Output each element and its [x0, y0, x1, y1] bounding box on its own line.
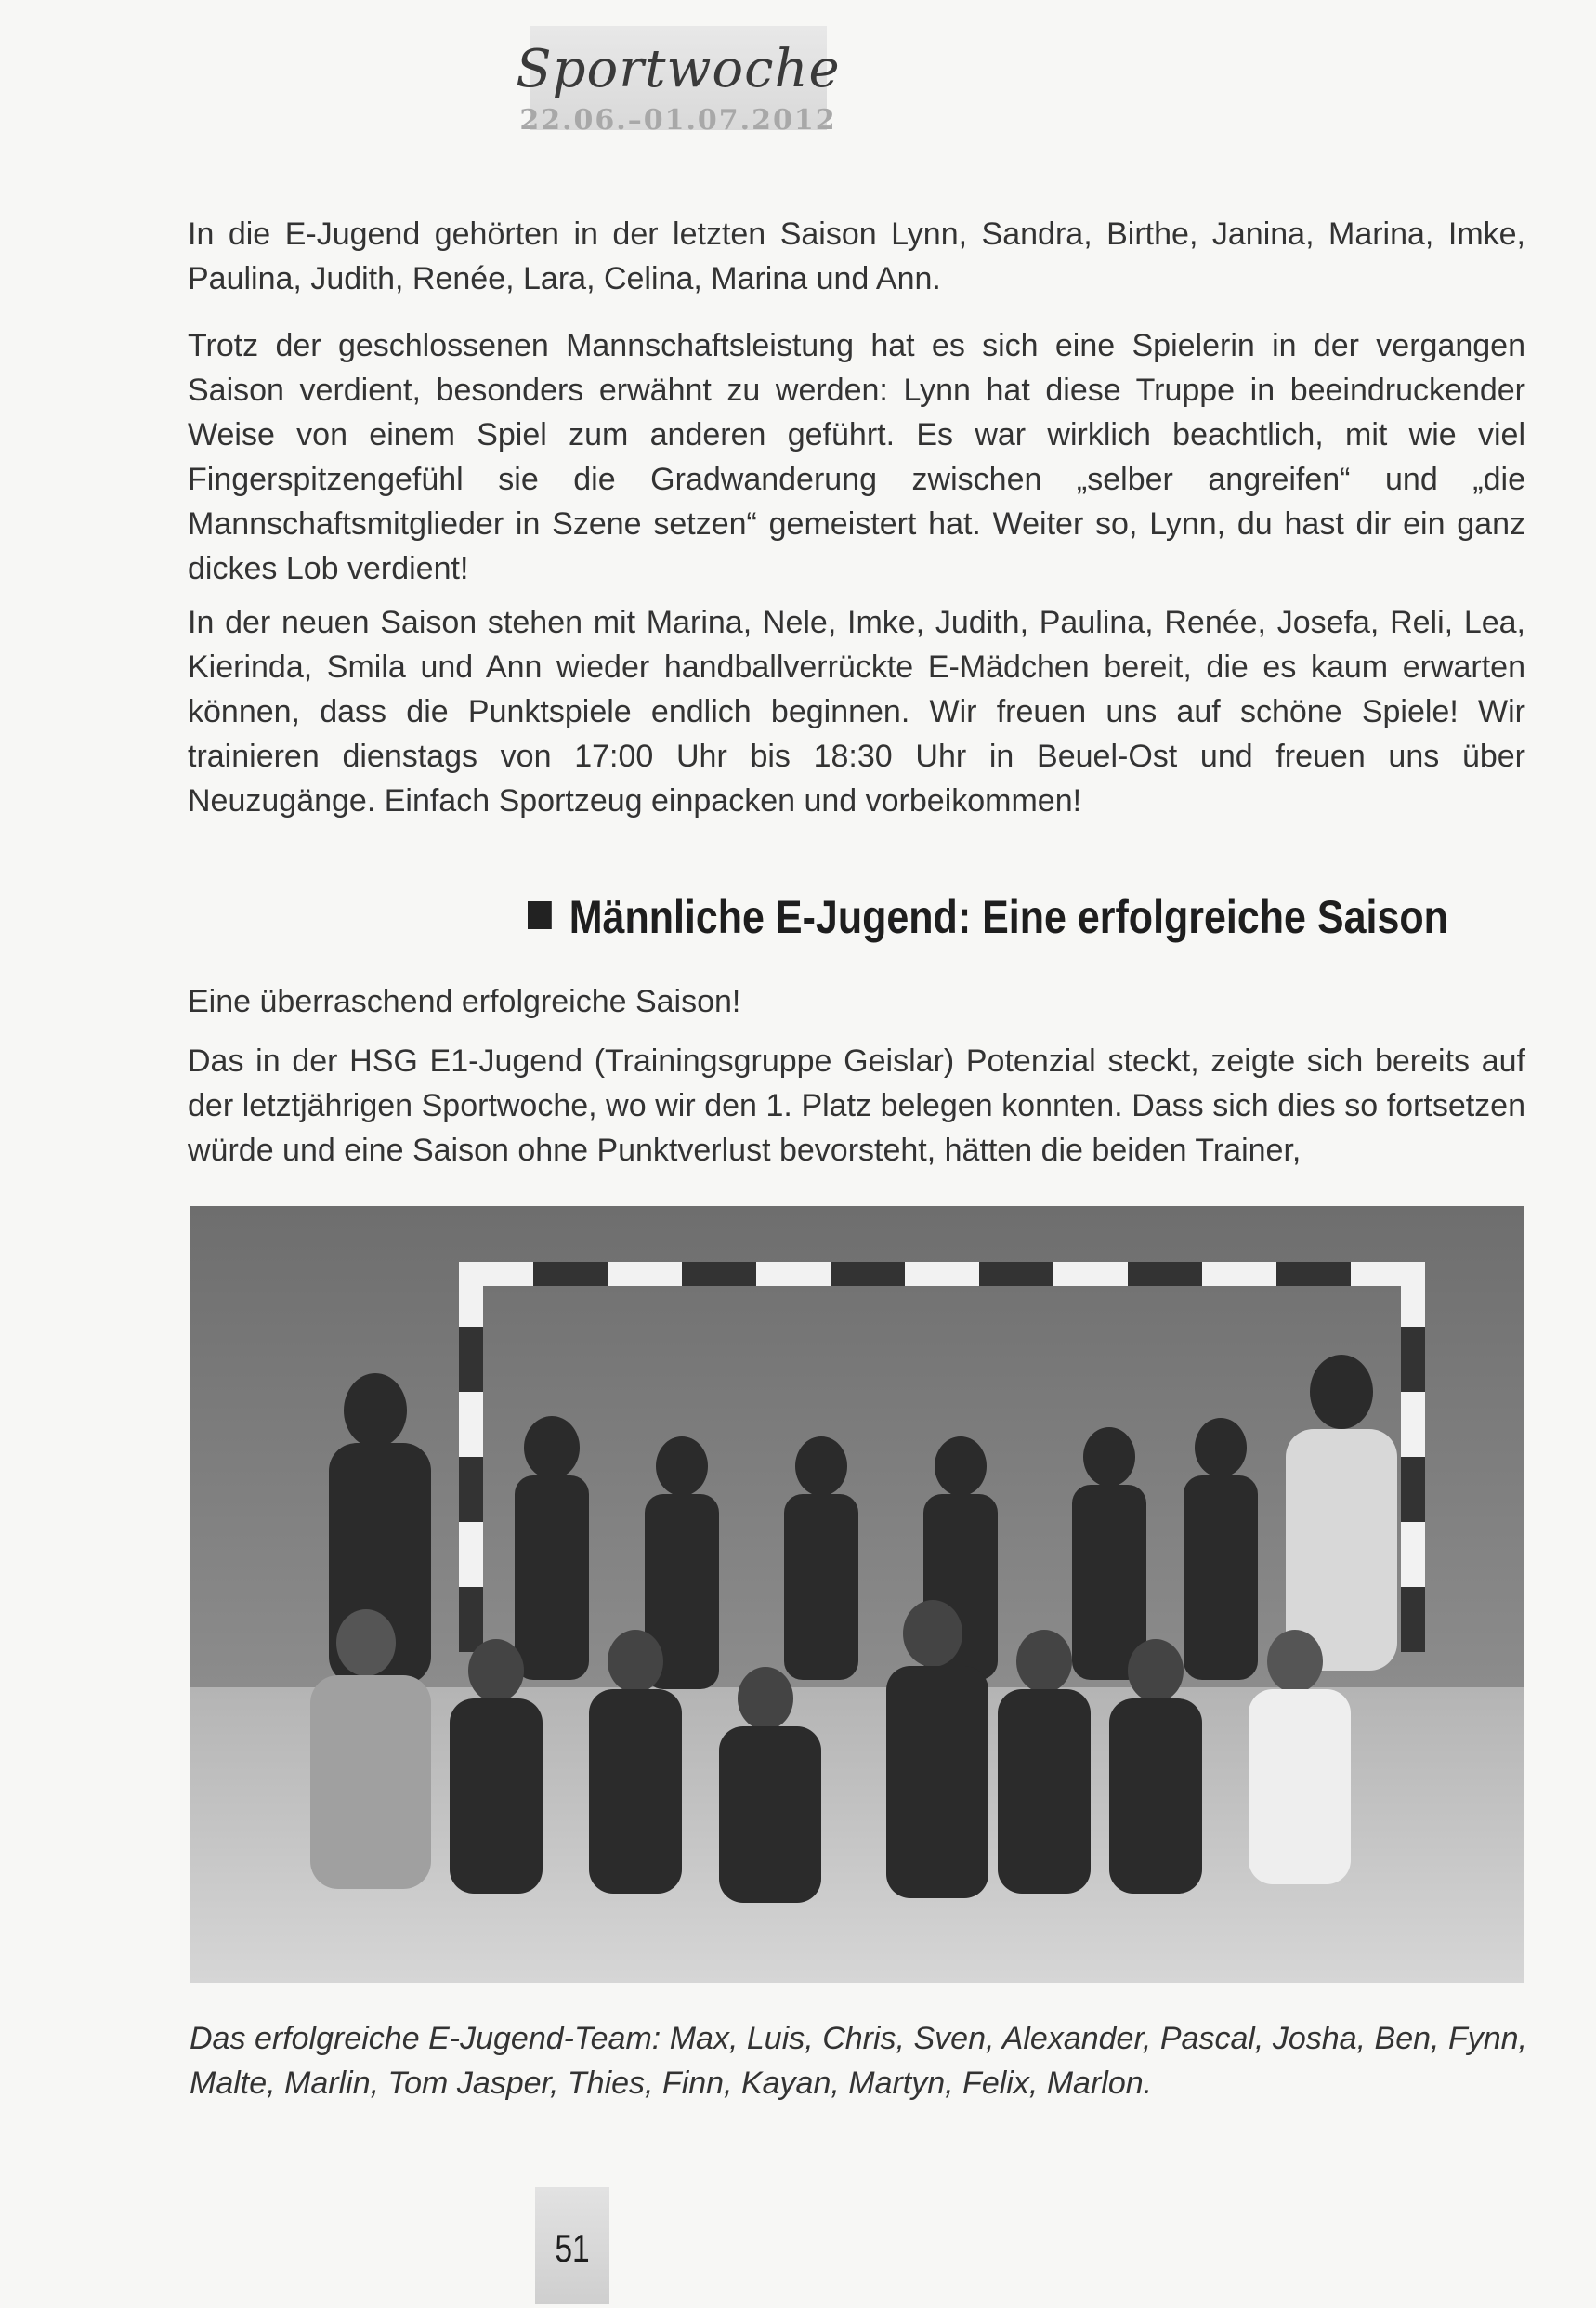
- photo-team-silhouettes: [245, 1355, 1472, 1931]
- header-title: Sportwoche: [516, 39, 841, 99]
- paragraph-girls-last-season: In die E-Jugend gehörten in der letzten Saison Lynn, Sandra, Birthe, Janina, Marina, Imke, Paulina, Judith, Renée, Lara, Celina, Marina und Ann.: [188, 216, 1525, 296]
- page-header: [492, 26, 864, 138]
- paragraph-potential: Das in der HSG E1-Jugend (Trainingsgruppe Geislar) Potenzial steckt, zeigte sich bereits auf der letztjährigen Sportwoche, wo wir den 1. Platz belegen konnten. Dass sich dies so fortsetzen würde und eine Saison ohne Punktverlust bevorsteht, hätten die beiden Trainer,: [188, 1043, 1525, 1168]
- heading-text: Männliche E-Jugend: Eine erfolgreiche Saison: [569, 891, 1448, 943]
- photo-caption: Das erfolgreiche E-Jugend-Team: Max, Luis, Chris, Sven, Alexander, Pascal, Josha, Ben, Fynn, Malte, Marlin, Tom Jasper, Thies, Finn, Kayan, Martyn, Felix, Marlon.: [190, 2021, 1527, 2101]
- team-photo: [190, 1206, 1524, 1983]
- photo-goal-crossbar: [459, 1262, 1425, 1286]
- page-number: 51: [555, 2226, 590, 2270]
- paragraph-intro: Eine überraschend erfolgreiche Saison!: [188, 984, 741, 1019]
- section-heading: [528, 890, 1448, 944]
- paragraph-lynn-praise: Trotz der geschlossenen Mannschaftsleistung hat es sich eine Spielerin in der vergangen Saison verdient, besonders erwähnt zu werden: Lynn hat diese Truppe in beeindruckender Weise von einem Spiel zum anderen geführt. Es war wirklich beachtlich, mit wie viel Fingerspitzengefühl sie die Gradwanderung zwischen „selber angreifen“ und „die Mannschaftsmitglieder in Szene setzen“ gemeistert hat. Weiter so, Lynn, du hast dir ein ganz dickes Lob verdient!: [188, 328, 1525, 586]
- heading-square-icon: [528, 901, 552, 929]
- page-number-box: [535, 2187, 609, 2304]
- header-date: 22.06.–01.07.2012: [519, 104, 837, 137]
- paragraph-new-season: In der neuen Saison stehen mit Marina, Nele, Imke, Judith, Paulina, Renée, Josefa, Reli, Lea, Kierinda, Smila und Ann wieder handballverrückte E-Mädchen bereit, die es kaum erwarten können, dass die Punktspiele endlich beginnen. Wir freuen uns auf schöne Spiele! Wir trainieren dienstags von 17:00 Uhr bis 18:30 Uhr in Beuel-Ost und freuen uns über Neuzugänge. Einfach Sportzeug einpacken und vorbeikommen!: [188, 605, 1525, 819]
